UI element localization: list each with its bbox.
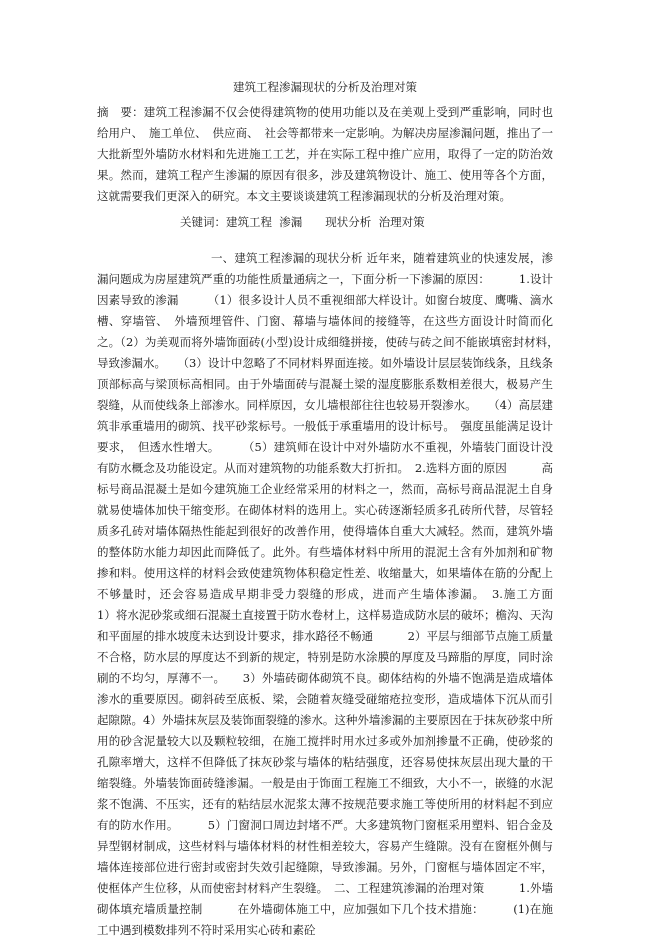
body-paragraph: 一、建筑工程渗漏的现状分析 近年来，随着建筑业的快速发展，渗漏问题成为房屋建筑严重的功能性质量通病之一，下面分析一下渗漏的原因： 1.设计因素导致的渗漏 （1）很多设计人员不重视细部大样设计。如窗台坡度、鹰嘴、滴水槽、穿墙管、 外墙预埋管件、门窗、幕墙与墙体间的接缝等，在这些方面设计时简而化之。（2）为美观而将外墙饰面砖(小型)设计成细缝拼接，使砖与砖之间不能嵌填密封材料， 导致渗漏水。 （3）设计中忽略了不同材料界面连接。如外墙设计层层装饰线条，且线条顶部标高与梁顶标高相同。由于外墙面砖与混凝土梁的湿度膨胀系数相差很大，极易产生裂缝，从而使线条上部渗水。同样原因，女儿墙根部往往也较易开裂渗水。 （4）高层建筑非承重墙用的砌筑、找平砂浆标号。一般低于承重墙用的设计标号。 强度虽能满足设计要求， 但透水性增大。 （5）建筑师在设计中对外墙防水不重视，外墙装门面设计没有防水概念及功能设定。从而对建筑物的功能系数大打折扣。 2.选料方面的原因 高标号商品混凝土是如今建筑施工企业经常采用的材料之一，然而，高标号商品混泥土自身就易使墙体加快干缩变形。在砌体材料的选用上。实心砖逐渐轻质多孔砖所代替，尽管轻质多孔砖对墙体隔热性能起到很好的改善作用，使得墙体自重大大减轻。然而，建筑外墙的整体防水能力却因此而降低了。此外。有些墙体材料中所用的混泥土含有外加剂和矿物掺和料。使用这样的材料会致使建筑物体积稳定性差、收缩量大，如果墙体在筋的分配上不够量时，还会容易造成早期非受力裂缝的形成，进而产生墙体渗漏。 3.施工方面 1）将水泥砂浆或细石混凝土直接置于防水卷材上，这样易造成防水层的破坏；檐沟、天沟和平面屋的排水坡度未达到设计要求，排水路径不畅通 2）平层与细部节点施工质量不合格，防水层的厚度达不到新的规定，特别是防水涂膜的厚度及马蹄脂的厚度，同时涂刷的不均匀，厚薄不一。 3）外墙砖砌体砌筑不良。砌体结构的外墙不饱满是造成墙体渗水的重要原因。砌斜砖至底板、梁，会随着灰缝受碰缩疮拉变形，造成墙体下沉从而引起隙隙。4）外墙抹灰层及装饰面裂缝的渗水。这种外墙渗漏的主要原因在于抹灰砂浆中所用的砂含泥量较大以及颗粒较细，在施工搅拌时用水过多或外加剂掺量不正确，使砂浆的孔隙率增大，这样不但降低了抹灰砂浆与墙体的粘结强度，还容易使抹灰层出现大量的干缩裂缝。外墙装饰面砖缝渗漏。一般是由于饰面工程施工不细致，大小不一，嵌缝的水泥浆不饱满、不压实，还有的粘结层水泥浆太薄不按规范要求施工等使所用的材料起不到应有的防水作用。 5）门窗洞口周边封堵不严。大多建筑物门窗框采用塑料、铝合金及异型钢材制成，这些材料与墙体材料的材性相差较大，容易产生缝隙。没有在窗框外侧与墙体连接部位进行密封或密封失效引起缝隙，导致渗漏。另外，门窗框与墙体固定不牢，使框体产生位移，从而使密封材料产生裂缝。 二、工程建筑渗漏的治理对策 1.外墙砌体填充墙质量控制 在外墙砌体施工中，应加强如下几个技术措施： (1)在施工中遇到模数排列不符时采用实心砖和素砼: [97, 251, 588, 937]
keywords-label: 关键词：: [180, 215, 226, 229]
keywords-line: [180, 212, 425, 233]
abstract-text: 建筑工程渗漏不仅会使得建筑物的使用功能以及在美观上受到严重影响，同时也给用户、 施工单位、 供应商、 社会等都带来一定影响。为解决房屋渗漏问题，推出了一大批新型外墙防水材料和先进施工工艺，并在实际工程中推广应用，取得了一定的防治效果。然而，建筑工程产生渗漏的原因有很多，涉及建筑物设计、施工、使用等各个方面，这就需要我们更深入的研究。本文主要谈谈建筑工程渗漏现状的分析及治理对策。: [97, 105, 554, 203]
abstract-paragraph: [97, 102, 553, 207]
keywords-text: 建筑工程 渗漏 现状分析 治理对策: [226, 215, 425, 229]
abstract-label: 摘 要：: [97, 105, 144, 119]
document-title: 建筑工程渗漏现状的分析及治理对策: [233, 80, 417, 94]
